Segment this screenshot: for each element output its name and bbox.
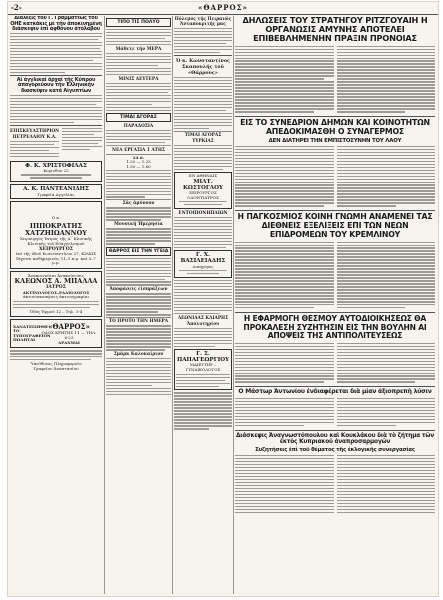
doctor-advertisement bbox=[10, 201, 102, 269]
doctor-name: ΙΠΠΟΚΡΑΤΗΣ ΧΑΤΖΗΙΩΑΝΝΟΥ bbox=[25, 222, 87, 238]
advertisement bbox=[174, 250, 232, 278]
doctor-address: ἐπί τῆς ὁδοῦ Κωνσταντίνου 27, ΚΙΛΚΙΣ bbox=[15, 250, 97, 256]
ad-subtitle: ΧΕΙΡΟΥΡΓΟΣ ΟΔΟΝΤΙΑΤΡΟΣ bbox=[187, 189, 219, 200]
ad-subtitle: ΠΕΤΡΕΛΑΙΟΥ Κ.Α. bbox=[12, 134, 57, 140]
article-headline: Η ΠΑΓΚΟΣΜΙΟΣ ΚΟΙΝΗ ΓΝΩΜΗ ΑΝΑΜΕΝΕΙ ΤΑΣ ΔΙΕΘΝΕΙΣ ΕΞΕΛΙΞΕΙΣ ΕΠΙ ΤΩΝ ΝΕΩΝ ΕΠΙΔΡΟΜΕΩΝ ΤΟΥ ΚΡΕΜΛΙΝΟΥ bbox=[237, 212, 433, 239]
section-subhead: Μουσική Ἡμερησία bbox=[114, 222, 163, 228]
ad-name: Γ. Σ. ΠΑΠΑΓΕΩΡΓΙΟΥ bbox=[176, 351, 230, 364]
article-headline: Η ΕΦΑΡΜΟΓΗ ΘΕΣΜΟΥ ΑΥΤΟΔΙΟΙΚΗΣΕΩΣ ΘΑ ΠΡΟΚΑΛΕΣΗ ΣΥΖΗΤΗΣΙΝ ΕΙΣ ΤΗΝ ΒΟΥΛΗΝ ΑΙ ΑΠΟΨΕΙΣ ΤΗΣ ΑΝΤΙΠΟΛΙΤΕΥΣΕΩΣ bbox=[243, 314, 427, 341]
newspaper-page bbox=[8, 2, 438, 596]
column-4 bbox=[235, 16, 435, 594]
doctor-title: Χειρουργός Ἰατρός τῆς Α΄ Κλινικῆς bbox=[19, 236, 93, 242]
column-rule bbox=[104, 16, 105, 594]
ad-name: Γ. Χ. ΒΑΣΙΛΕΙΑΔΗΣ bbox=[180, 252, 226, 265]
paper-name: «ΘΑΡΡΟΣ» bbox=[198, 3, 248, 12]
doctor-advertisement bbox=[10, 271, 102, 318]
advertisement bbox=[10, 161, 102, 183]
article-headline: Ο Μάστωρ Ἀντωνίου ἐνδιαφέρεται διὰ μίαν ἀξιοπρεπὴ λύσιν bbox=[238, 388, 432, 396]
advertisement bbox=[10, 184, 102, 199]
article-headline: Αἱ ἀγγλικαί ἀρχαί τῆς Κύπρου ἀπαγορεύουν τήν Ἑλληνικήν διασκέψιν κατά Αἰγυπτίων bbox=[16, 76, 96, 95]
ad-prefix: Ο κ. bbox=[51, 215, 61, 221]
section-subhead: Σᾶς ἀμύνουν bbox=[122, 201, 155, 207]
section-subhead: ΠΑΡΑΔΟΣΙΑ bbox=[123, 123, 154, 129]
section-subhead: ΕΝΤΟΠΙΟΝΗΠΑΙΩΝ bbox=[178, 211, 228, 217]
section-subhead: Μάθετε τήν ΜΕΡΑ bbox=[115, 46, 162, 52]
section-header: ΘΑΡΡΟΣ ΕΙΣ ΤΗΝ ΥΓΕΙΑ bbox=[106, 247, 171, 256]
doctor-specialty: ΧΕΙΡΟΥΡΓΟΣ bbox=[39, 246, 73, 252]
page-number: -2- bbox=[11, 3, 22, 12]
column-rule bbox=[172, 16, 173, 594]
ad-subtitle: ΜΑΙΕΥΤΗΡ – ΓΥΝΑΙΚΟΛΟΓΟΣ bbox=[185, 362, 221, 372]
section-header: ΤΙΠΟ ΤΙΣ ΠΟΛΥΟ bbox=[106, 18, 171, 27]
ad-price: ΔΡΑΧΜΑΙ bbox=[58, 339, 80, 345]
column-1 bbox=[10, 16, 102, 594]
doctor-hours: δέχεται καθημερινῶς 11–1 π.μ. καί 5–7 μ.μ. bbox=[16, 255, 96, 266]
advertisement bbox=[174, 172, 232, 209]
article-body bbox=[10, 33, 102, 73]
ad-name: Φ. Κ. ΧΡΙΣΤΟΦΙΛΑΣ bbox=[25, 162, 87, 169]
ad-name: ΜΙΛΤ. ΚΩΣΤΟΓΛΟΥ bbox=[182, 178, 223, 191]
ad-location: ΕΝ ΑΘΗΝΑΙΣ bbox=[188, 173, 218, 179]
main-headline: ΔΗΛΩΣΕΙΣ ΤΟΥ ΣΤΡΑΤΗΓΟΥ ΡΙΤΖΓΟΥΑΙΗ Η ΟΡΓΑΝΩΣΙΣ ΑΜΥΝΗΣ ΑΠΟΤΕΛΕΙ ΕΠΙΒΕΒΛΗΜΕΝΗΝ ΠΡΑΞΙΝ ΠΡΟΝΟΙΑΣ bbox=[242, 16, 428, 44]
section-subhead: ΤΥΡΚΙΑΣ bbox=[192, 138, 214, 144]
article-headline: ΕΙΣ ΤΟ ΣΥΝΕΔΡΙΟΝ ΔΗΜΩΝ ΚΑΙ ΚΟΙΝΟΤΗΤΩΝ ΑΠΕΔΟΚΙΜΑΣΘΗ Ο ΣΥΝΑΓΕΡΜΟΣ bbox=[240, 118, 430, 136]
column-rule bbox=[233, 16, 234, 594]
ad-subtitle: Γραφεῖα Αγγελίας bbox=[37, 191, 75, 197]
ad-title: ΕΠΙΣΚΕΥΑΣΤΗΡΙΟΝ bbox=[10, 128, 59, 134]
ad-address: ΟΔΟΣ ΚΡΗΤΗΣ 11 — ΤΗΛ. 6-23 bbox=[41, 330, 97, 341]
doctor-clinic: Κλινικῆς τοῦ Εὐαγγελισμοῦ bbox=[27, 241, 85, 247]
article-body bbox=[10, 95, 102, 123]
ad-prefix: Ἀνακοινοῦται Ἀνακοίνωσις bbox=[27, 272, 85, 278]
ad-owner: Γραφεῖον Ἀναστασίου bbox=[33, 365, 79, 371]
section-subhead: Ἀπολυτηρίου bbox=[186, 321, 220, 327]
section-subhead: Σμάρκ Καλοκαίριον bbox=[113, 352, 164, 358]
doctor-name: ΚΛΕΩΝΟΣ Α. ΜΠΑΛΛΑ bbox=[14, 277, 98, 286]
doctor-address: Ὁδός Ἑρμοῦ 12 – Τηλ. 3-4 bbox=[29, 308, 83, 314]
ad-name: Α. Κ. ΠΑΝΤΕΑΝΙΔΗΣ bbox=[23, 186, 89, 193]
article-headline: Διάλεξις τοῦ Γ. Γραμματέως τοῦ ΟΗΕ κατκάκις μέ τήν ἀποκινημένη διάσκεψιν ἐπί ἀφθόνου ἀτόλαβου bbox=[10, 16, 102, 33]
section-header: ΤΙΜΑΙ ΑΓΟΡΑΣ bbox=[106, 113, 171, 122]
column-2 bbox=[106, 16, 171, 594]
price-row: 1.20 — 1.25 bbox=[126, 159, 151, 165]
doctor-specialty: ΙΑΤΡΟΣ bbox=[46, 285, 66, 291]
section-subhead: ΜΙΝΙΣ ΔΕΥΤΕΡΑ bbox=[118, 76, 159, 82]
article-headline: Διάσκεψις Ἀναγνωστόπουλου καὶ Κουκλάκου διὰ τὸ ζήτημα τῶν ἐκτὸς Κυπριακοῦ ἀναπροσαρμογῶν bbox=[236, 433, 434, 446]
ad-subtitle: Δικηγόρος bbox=[192, 263, 214, 269]
article-headline: Ὁ κ. Κωνσταντίνος Σκαπουλής τοῦ «Θάρρους» bbox=[176, 58, 230, 77]
section-subhead: ΤΙΜΑΙ ΑΓΟΡΑΣ bbox=[184, 132, 222, 138]
section-subhead: ΝΕΑ ΕΡΓΑΣΙΑ 1 ΑΤΗΣ bbox=[112, 147, 165, 153]
advertisement bbox=[174, 349, 232, 390]
article-subhead: ΔΕΝ ΔΙΑΤΗΡΕΙ ΤΗΝ ΕΜΠΙΣΤΟΣΥΝΗΝ ΤΟΥ ΛΑΟΥ bbox=[268, 137, 402, 144]
ad-contact: Ὑπεύθυνος Πληροφοριῶν bbox=[30, 361, 82, 367]
doctor-services: ἀκτινοσκοπήσεις ἀκτινογραφίαι bbox=[22, 294, 90, 300]
masthead bbox=[8, 2, 438, 15]
ad-label: ΧΑΝΑΤΕΙΣΗΘΗ ΤΟ ΤΥΠΟΓΡΑΦΕΙΟΝ ΠΩΛΗΤΑΙ bbox=[13, 323, 51, 343]
article-subhead: Συζητήσεις ἐπὶ τοῦ θέματος τῆς ἐκλογικῆς συνεργασίας bbox=[255, 446, 415, 453]
price-row: 1.50 — 1.60 bbox=[126, 164, 151, 170]
column-3 bbox=[174, 16, 232, 594]
article-headline: Πόλεμος τῆς Πειραιῶς Ἀνταποκριτής μας bbox=[174, 17, 232, 27]
price-label: 24 ἁ. bbox=[132, 154, 145, 160]
section-subhead: ΛΕΩΝΙΔΑΣ ΚΛΙΑΡΗΣ bbox=[177, 315, 229, 321]
ad-address: Κορινθου 22 bbox=[43, 167, 69, 173]
section-subhead: Ἀποφάσεις εἰσπράξεων bbox=[109, 287, 168, 293]
press-advertisement bbox=[10, 319, 102, 348]
doctor-title: ΑΚΤΙΝΟΛΟΓΟΣ–ΡΑΔΙΟΛΟΓΟΣ bbox=[22, 289, 90, 295]
section-subhead: ΤΟ ΠΡΟΤΟ ΤΗΝ ΗΜΕΡΑ bbox=[108, 319, 169, 325]
paper-name-ad: «ΘΑΡΡΟΣ» bbox=[48, 322, 90, 332]
